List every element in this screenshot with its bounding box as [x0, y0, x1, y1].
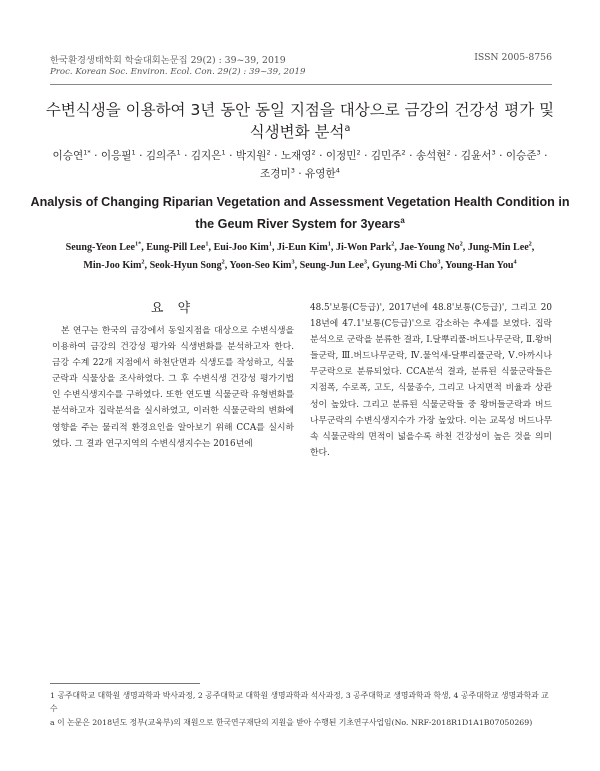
author-en [146, 242, 208, 253]
author-en [336, 242, 394, 253]
author-name: Eui-Joo Kim [213, 242, 269, 253]
author-name: 조경미 [260, 168, 291, 180]
author-name: 송석현 [415, 150, 447, 162]
author-affiliation-mark: 2 [459, 240, 463, 248]
author-ko [305, 168, 340, 180]
author-affiliation-mark: 3 [363, 258, 367, 266]
title-korean-text: 수변식생을 이용하여 3년 동안 동일 지점을 대상으로 금강의 건강성 평가 및 식생변화 분석 [45, 101, 555, 141]
abstract-column-right: 48.5'보통(C등급)', 2017년에 48.8'보통(C등급)', 그리고 2018년에 47.1'보통(C등급)'으로 감소하는 추세를 보였다. 집락분석으로 군락을 분류한 결과, Ⅰ.달뿌리풀-버드나무군락, Ⅱ.왕버들군락, Ⅲ.버드나무군락, Ⅳ.물억새-달뿌리풀군락, Ⅴ.아까시나무군락으로 분류되었다. CCA분석 결과, 분류된 식물군락들은 지점폭, 수로폭, 고도, 식물종수, 그리고 나지면적 비율과 상관성이 높았다. 그리고 분류된 식물군락들 중 왕버들군락과 버드나무군락의 수변식생지수가 가장 높았다. 이는 교목성 버드나무속 식물군락의 면적이 넓을수록 하천 건강성이 높은 것을 의미한다. [310, 303, 552, 458]
author-affiliation-mark: 3 [437, 258, 441, 266]
title-korean-footnote-mark: a [344, 122, 351, 134]
author-name: Seung-Jun Lee [299, 260, 364, 271]
author-en [66, 242, 142, 253]
footnote-divider [50, 683, 200, 684]
author-name: Young-Han You [445, 260, 514, 271]
author-affiliation-mark: 4 [513, 258, 517, 266]
author-ko [281, 150, 316, 162]
author-name: 김민주 [370, 150, 402, 162]
author-ko [53, 150, 91, 162]
abstract-column-left: 본 연구는 한국의 금강에서 동일지점을 대상으로 수변식생을 이용하여 금강의 건강성 평가와 식생변화를 분석하고자 한다. 금강 수계 22개 지점에서 하천단면과 식생도를 작성하고, 식물군락과 식물상을 조사하였다. 그 후 수변식생 건강성 평가기법인 수변식생지수를 구하였다. 또한 연도별 식물군락 유형변화를 분석하고자 집락분석을 실시하였고, 이러한 식물군락의 변화에 영향을 주는 물리적 환경요인을 알아보기 위해 CCA를 실시하였다. 그 결과 연구지역의 수변식생지수는 2016년에 [52, 326, 294, 449]
author-affiliation-mark: 4 [335, 166, 340, 175]
author-name: 김지은 [190, 150, 222, 162]
author-name: 이승준 [505, 150, 537, 162]
author-affiliation-mark: 1 [176, 148, 181, 157]
author-ko [236, 150, 271, 162]
author-affiliation-mark: 1 [131, 148, 136, 157]
author-en [445, 260, 516, 271]
author-name: Eung-Pill Lee [146, 242, 206, 253]
journal-name-en: Proc. Korean Soc. Environ. Ecol. Con. 29(2) : 39~39, 2019 [50, 67, 306, 77]
author-affiliation-mark: 2 [391, 240, 395, 248]
author-ko [416, 150, 451, 162]
author-affiliation-mark: 1* [83, 148, 91, 157]
author-affiliation-mark: 2 [356, 148, 361, 157]
author-affiliation-mark: 3 [491, 148, 496, 157]
author-en [300, 260, 367, 271]
authors-english: Seung-Yeon Lee$^{1*}$, Eung-Pill Lee$^1$, Eui-Joo Kim$^1$, Ji-Eun Kim$^1$, Ji-Won Park$^2$, Jae-Young No$^2$, Jung-Min Lee$^2$, Min-Joo Kim$^2$, Seok-Hyun Song$^2$, Yoon-Seo Kim$^3$, Seung-Jun Lee$^3$, Gyung-Mi Cho$^3$, Young-Han You$^4$ [65, 240, 535, 271]
author-en [229, 260, 294, 271]
issn: ISSN 2005-8756 [474, 52, 552, 63]
author-name: Yoon-Seo Kim [229, 260, 292, 271]
authors-korean: 이승연$^{1*}$ · 이응필$^1$ · 김의주$^1$ · 김지은$^1$ · 박지원$^2$ · 노재영$^2$ · 이정민$^2$ · 김민주$^2$ · 송석현$^2$ · 김윤서$^3$ · 이승준$^3$ · 조경미$^3$ · 유영한$^4$ [52, 148, 548, 180]
author-affiliation-mark: 2 [311, 148, 316, 157]
journal-name-ko: 한국환경생태학회 학술대회논문집 29(2) : 39~39, 2019 [50, 55, 286, 66]
author-affiliation-mark: 1 [205, 240, 209, 248]
author-name: 박지원 [235, 150, 267, 162]
author-affiliation-mark: 1 [327, 240, 331, 248]
author-affiliation-mark: 2 [266, 148, 271, 157]
header-divider [50, 84, 552, 85]
author-en [468, 242, 532, 253]
abstract-heading: 요 약 [150, 301, 196, 316]
footnote-affiliations: 1 공주대학교 대학원 생명과학과 박사과정, 2 공주대학교 대학원 생명과학과 석사과정, 3 공주대학교 생명과학과 학생, 4 공주대학교 생명과학과 교수 [50, 691, 549, 713]
author-en [150, 260, 225, 271]
author-ko [260, 168, 295, 180]
author-name: Jung-Min Lee [467, 242, 529, 253]
title-korean [40, 99, 560, 143]
author-name: Min-Joo Kim [83, 260, 142, 271]
author-en [372, 260, 440, 271]
running-header [50, 52, 552, 66]
author-name: 노재영 [280, 150, 312, 162]
author-ko [371, 150, 406, 162]
author-affiliation-mark: 3 [290, 166, 295, 175]
author-name: Ji-Won Park [335, 242, 392, 253]
author-affiliation-mark: 1 [268, 240, 272, 248]
author-ko [191, 150, 226, 162]
author-name: Seok-Hyun Song [149, 260, 222, 271]
author-name: 이승연 [52, 150, 84, 162]
author-name: 김윤서 [460, 150, 492, 162]
author-ko [101, 150, 136, 162]
author-name: Jae-Young No [399, 242, 460, 253]
author-name: Gyung-Mi Cho [372, 260, 438, 271]
author-en [214, 242, 272, 253]
author-name: 이정민 [325, 150, 357, 162]
author-affiliation-mark: 2 [221, 258, 225, 266]
author-name: Seung-Yeon Lee [65, 242, 135, 253]
author-en [277, 242, 331, 253]
author-name: Ji-Eun Kim [277, 242, 328, 253]
author-en [399, 242, 462, 253]
author-affiliation-mark: 3 [291, 258, 295, 266]
author-affiliation-mark: 3 [536, 148, 541, 157]
author-ko [506, 150, 541, 162]
author-ko [146, 150, 181, 162]
title-english-footnote-mark: a [400, 215, 405, 225]
author-name: 유영한 [305, 168, 336, 180]
title-english-text: Analysis of Changing Riparian Vegetation and Assessment Vegetation Health Condition in the Geum River System for 3years [30, 195, 570, 231]
author-en [83, 260, 144, 271]
author-affiliation-mark: 1* [134, 240, 142, 248]
title-english [30, 191, 570, 235]
author-name: 이응필 [100, 150, 132, 162]
author-affiliation-mark: 2 [528, 240, 532, 248]
author-affiliation-mark: 2 [141, 258, 145, 266]
author-affiliation-mark: 2 [446, 148, 451, 157]
author-affiliation-mark: 2 [401, 148, 406, 157]
author-ko [326, 150, 361, 162]
author-name: 김의주 [145, 150, 177, 162]
author-affiliation-mark: 1 [221, 148, 226, 157]
footnote-funding: a 이 논문은 2018년도 정부(교육부)의 재원으로 한국연구재단의 지원을 받아 수행된 기초연구사업임(No. NRF-2018R1D1A1B07050269) [50, 718, 533, 727]
author-ko [461, 150, 496, 162]
